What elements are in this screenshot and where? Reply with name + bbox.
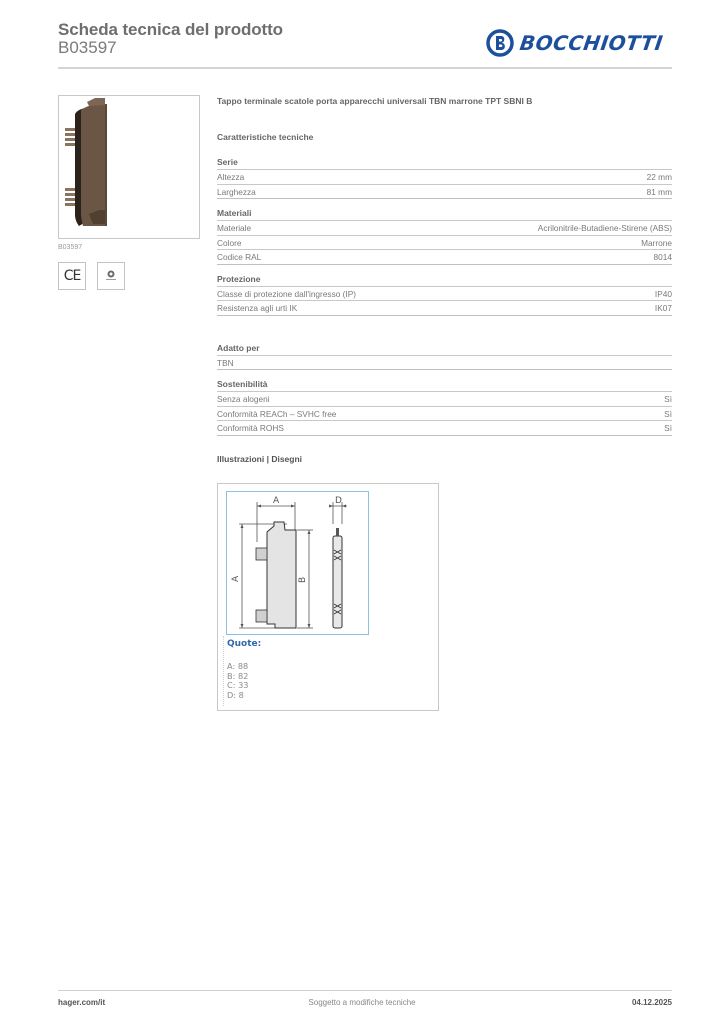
spec-label: Materiale: [217, 223, 252, 233]
spec-value: Sì: [664, 423, 672, 433]
spec-row: [217, 221, 672, 236]
spec-group-materiali: [217, 208, 672, 265]
product-code: B03597: [58, 38, 117, 57]
quote-c: C: 33: [227, 680, 249, 691]
footer-website[interactable]: hager.com/it: [58, 998, 106, 1007]
product-image: [58, 95, 200, 239]
spec-label: Senza alogeni: [217, 394, 270, 404]
spec-value: Acrilonitrile-Butadiene-Stirene (ABS): [537, 223, 672, 233]
group-title: Serie: [217, 157, 672, 170]
spec-row: [217, 185, 672, 200]
spec-row: [217, 301, 672, 316]
brand-name: BOCCHIOTTI: [518, 31, 665, 55]
dim-label-b: B: [298, 576, 308, 583]
illustrations-title: Illustrazioni | Disegni: [217, 453, 303, 464]
footer-date: 04.12.2025: [631, 998, 672, 1007]
technical-drawing: [217, 483, 439, 711]
spec-value: Sì: [664, 394, 672, 404]
quote-a: A: 88: [227, 661, 249, 671]
bocchiotti-b-icon: [486, 29, 514, 57]
spec-content: [217, 96, 672, 464]
ce-mark-icon: CE: [58, 262, 86, 290]
quote-title: Quote:: [227, 639, 262, 649]
quote-d: D: 8: [227, 689, 244, 700]
dotted-guide: [223, 636, 224, 706]
spec-value: IP40: [654, 288, 672, 299]
spec-label: Altezza: [217, 172, 245, 182]
spec-label: Larghezza: [217, 186, 256, 197]
dimension-drawing-icon: [227, 492, 368, 634]
spec-group-adatto-per: [217, 343, 672, 371]
group-title: Materiali: [217, 208, 672, 221]
spec-value: 8014: [653, 252, 672, 262]
footer-note: Soggetto a modifiche tecniche: [308, 998, 416, 1007]
spec-row: [217, 287, 672, 302]
imq-mark-icon: [97, 262, 125, 290]
header-divider: [58, 67, 672, 69]
dim-label-d: D: [335, 496, 342, 506]
image-caption: B03597: [58, 244, 83, 251]
spec-value: 81 mm: [646, 186, 672, 197]
spec-group-protezione: [217, 274, 672, 316]
quote-b: B: 82: [227, 670, 249, 681]
spec-row: [217, 392, 672, 407]
quote-list: [227, 662, 249, 700]
spec-label: Conformità ROHS: [217, 423, 284, 433]
spec-value: IK07: [654, 303, 672, 313]
spec-group-serie: [217, 157, 672, 199]
spacer: [217, 325, 672, 343]
spec-label: Colore: [217, 237, 242, 248]
spec-value: 22 mm: [646, 172, 672, 182]
spec-row: [217, 421, 672, 436]
spec-row: [217, 250, 672, 265]
drawing-frame: [226, 491, 369, 635]
group-title: Sostenibilità: [217, 379, 672, 392]
footer-divider: [58, 990, 672, 991]
dim-label-a-side: A: [231, 575, 241, 582]
spec-label: Codice RAL: [217, 252, 262, 262]
spec-label: Classe di protezione dall'ingresso (IP): [217, 288, 357, 299]
spec-group-sostenibilita: [217, 379, 672, 436]
group-title: Adatto per: [217, 343, 672, 356]
brand-logo: [486, 28, 663, 58]
spec-value: Marrone: [641, 237, 672, 248]
section-title: Caratteristiche tecniche: [217, 132, 314, 142]
spec-row: [217, 356, 672, 371]
spec-value: Sì: [664, 408, 672, 419]
spec-row: [217, 236, 672, 251]
spec-label: Resistenza agli urti IK: [217, 303, 298, 313]
spec-row: [217, 170, 672, 185]
spec-label: TBN: [217, 357, 234, 368]
group-title: Protezione: [217, 274, 672, 287]
product-name: Tappo terminale scatole porta apparecchi universali TBN marrone TPT SBNI B: [217, 96, 533, 106]
end-cap-product-icon: [59, 96, 199, 238]
page-title: Scheda tecnica del prodotto: [58, 20, 283, 39]
dim-label-a-top: A: [273, 496, 280, 506]
spec-label: Conformità REACh – SVHC free: [217, 408, 337, 419]
spec-row: [217, 407, 672, 422]
